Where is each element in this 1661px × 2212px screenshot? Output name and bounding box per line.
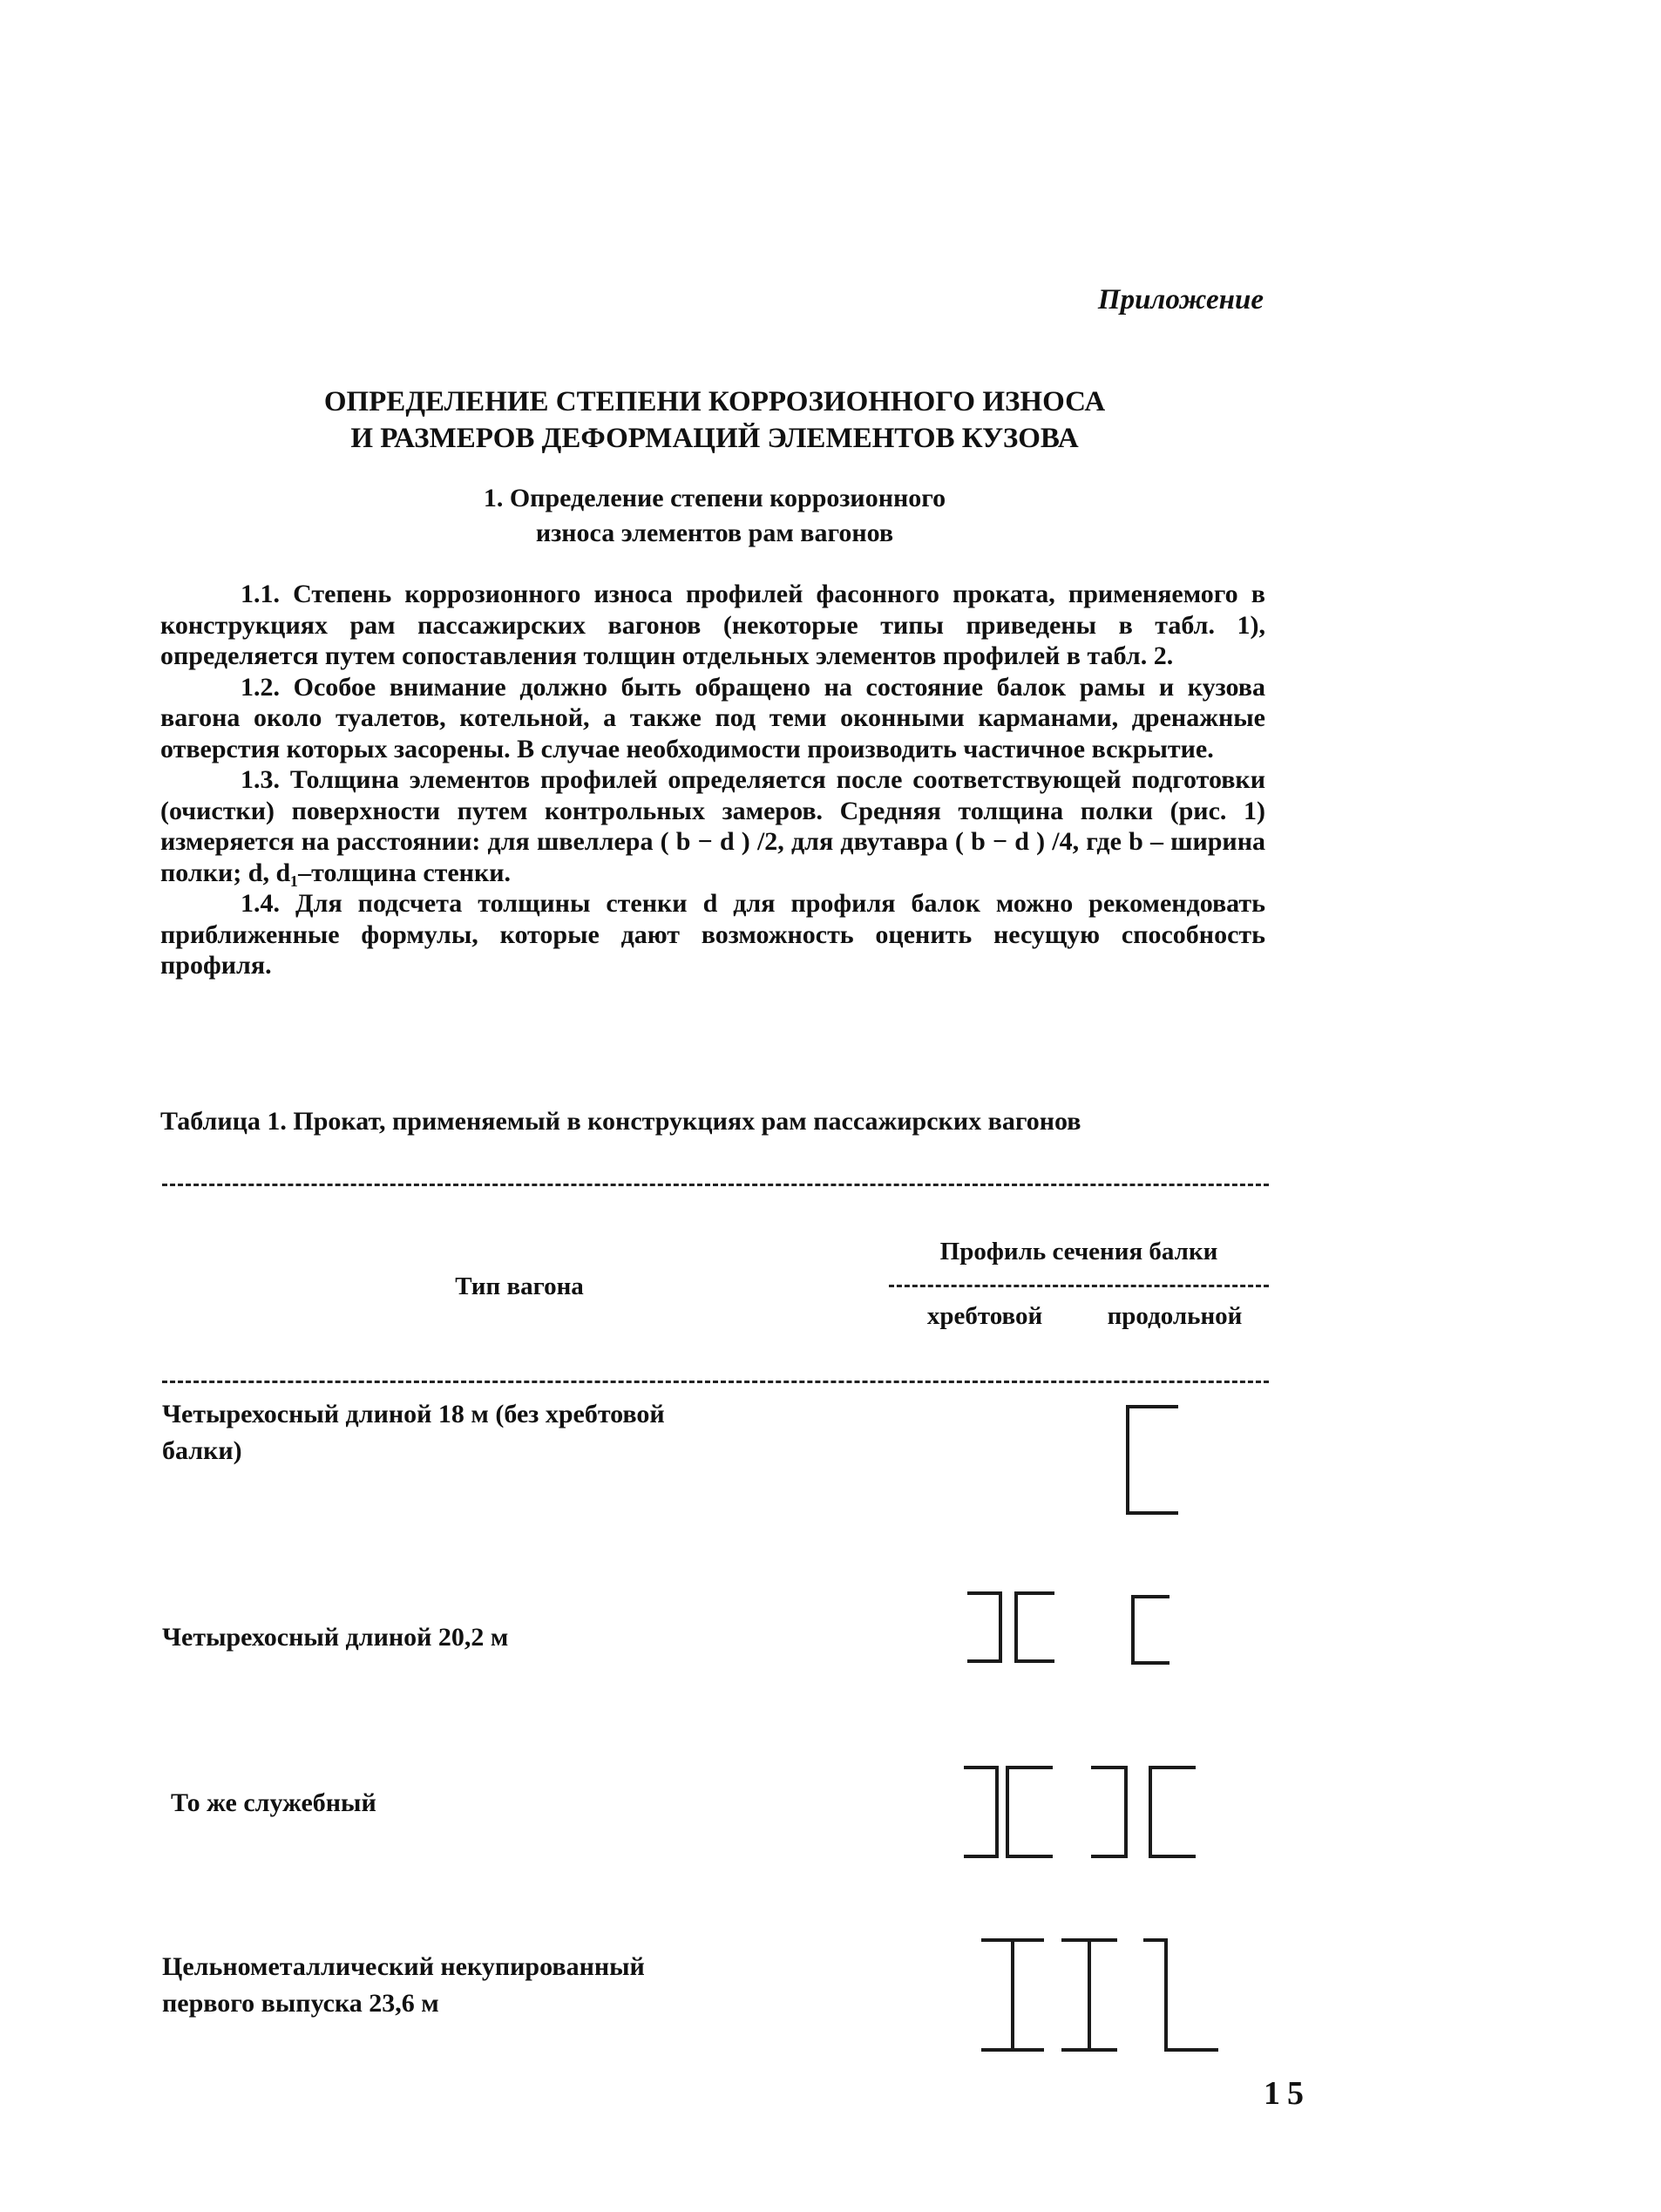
page-number: 15 <box>1264 2075 1311 2112</box>
header-bottom-rule <box>162 1381 1269 1383</box>
section-heading <box>366 481 1063 551</box>
header-beam-profile: Профиль сечения балки <box>939 1238 1218 1265</box>
row-2-line-1: Четырехосный длиной 20,2 м <box>162 1623 509 1652</box>
channel-profile-icon <box>1129 1595 1182 1666</box>
row-3-line-1: То же служебный <box>171 1788 376 1817</box>
table-row-4-label <box>162 1949 877 2022</box>
paragraph-1-3: 1.3. Толщина элементов профилей определяется после соответствующей подготовки (очистки) поверхности путем контрольных замеров. Средняя толщина полки (рис. 1) измеряется на расстоянии: для швеллера ( b − d ) /2, для двутавра ( b − d ) /4, где b – ширина полки; d, d₁–толщина стенки. <box>160 765 1265 887</box>
section-line-1: 1. Определение степени коррозионного <box>483 484 946 512</box>
table-row-2-label <box>162 1619 877 1656</box>
table-top-rule <box>162 1184 1269 1186</box>
header-center-sill: хребтовой <box>926 1302 1043 1330</box>
row-1-line-1: Четырехосный длиной 18 м (без хребтовой <box>162 1400 665 1428</box>
table-row-1-label <box>162 1396 877 1469</box>
table-caption: Таблица 1. Прокат, применяемый в конструкциях рам пассажирских вагонов <box>160 1107 1081 1136</box>
paragraph-1-1: 1.1. Степень коррозионного износа профилей фасонного проката, применяемого в конструкциях рам пассажирских вагонов (некоторые типы приведены в табл. 1), определяется путем сопоставления толщин отдельных элементов профилей в табл. 2. <box>160 580 1265 670</box>
table-row-3-label <box>171 1785 885 1822</box>
i-beam-profile-icon <box>978 1938 1056 2057</box>
appendix-label: Приложение <box>1097 284 1264 316</box>
section-line-2: износа элементов рам вагонов <box>535 519 894 547</box>
row-4-line-2: первого выпуска 23,6 м <box>162 1989 439 2018</box>
channel-profile-icon <box>1124 1405 1194 1518</box>
title-line-1: ОПРЕДЕЛЕНИЕ СТЕПЕНИ КОРРОЗИОННОГО ИЗНОСА <box>323 386 1106 417</box>
header-side-sill: продольной <box>1107 1302 1243 1330</box>
row-1-line-2: балки) <box>162 1436 242 1465</box>
header-car-type: Тип вагона <box>455 1272 584 1300</box>
angle-profile-icon <box>1140 1938 1227 2057</box>
header-group-rule <box>889 1285 1269 1287</box>
double-channel-profile-icon <box>962 1766 1067 1862</box>
paragraph-1-2: 1.2. Особое внимание должно быть обращено на состояние балок рамы и кузова вагона около туалетов, котельной, а также под теми оконными карманами, дренажные отверстия которых засорены. В случае необходимости производить частичное вскрытие. <box>160 672 1265 763</box>
title-line-2: И РАЗМЕРОВ ДЕФОРМАЦИЙ ЭЛЕМЕНТОВ КУЗОВА <box>350 423 1079 454</box>
double-channel-profile-icon <box>1089 1766 1203 1862</box>
row-4-line-1: Цельнометаллический некупированный <box>162 1952 645 1981</box>
paragraph-1-4: 1.4. Для подсчета толщины стенки d для профиля балок можно рекомендовать приближенные формулы, которые дают возможность оценить несущую способность профиля. <box>160 889 1265 980</box>
body-text <box>160 579 1265 981</box>
document-title <box>253 383 1176 457</box>
i-beam-profile-icon <box>1058 1938 1128 2057</box>
